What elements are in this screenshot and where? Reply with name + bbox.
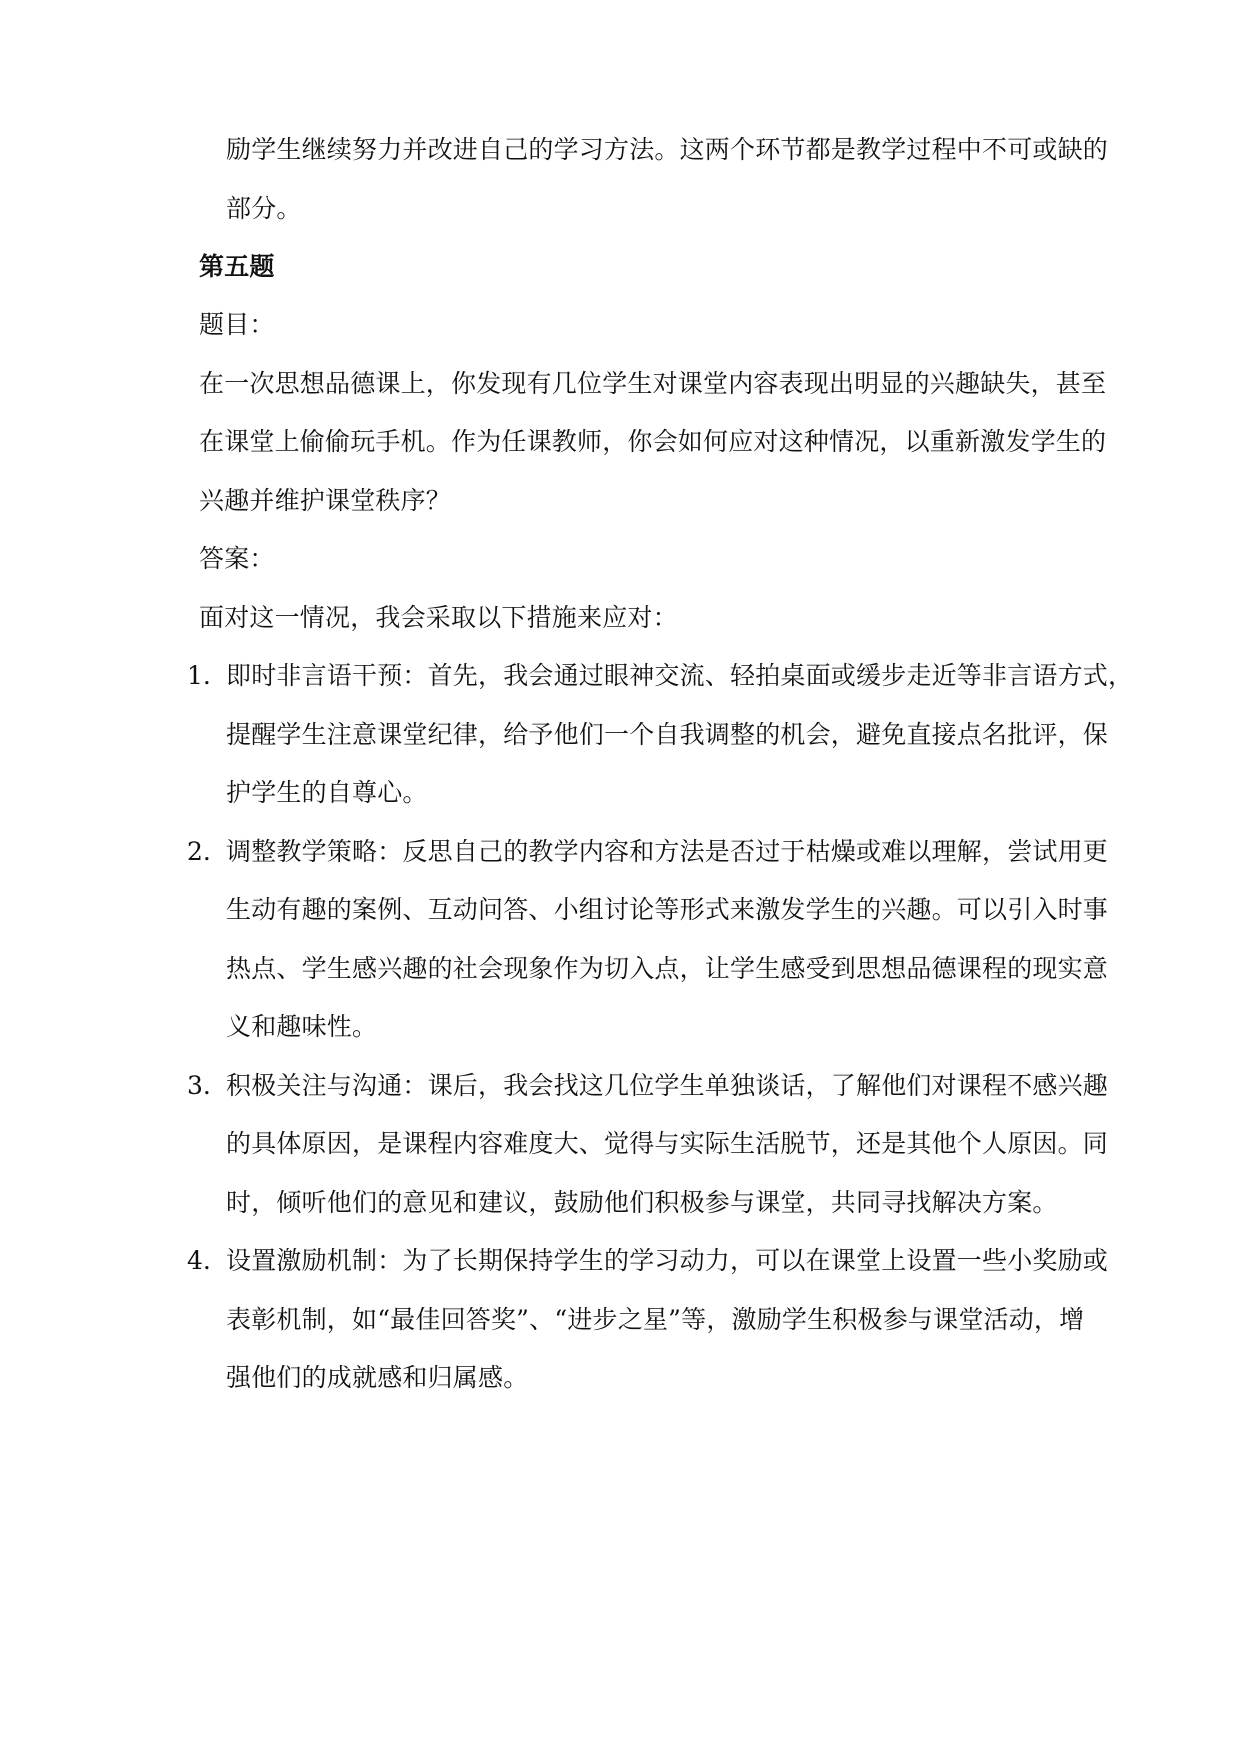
list-item-line: 提醒学生注意课堂纪律，给予他们一个自我调整的机会，避免直接点名批评，保	[226, 720, 1109, 749]
list-item-line: 调整教学策略：反思自己的教学内容和方法是否过于枯燥或难以理解，尝试用更	[226, 837, 1109, 866]
list-item-line: 时，倾听他们的意见和建议，鼓励他们积极参与课堂，共同寻找解决方案。	[226, 1188, 1058, 1217]
list-item-line: 义和趣味性。	[226, 1012, 378, 1041]
list-item-number: 3.	[187, 1071, 211, 1100]
list-item-line: 即时非言语干预：首先，我会通过眼神交流、轻拍桌面或缓步走近等非言语方式，	[226, 661, 1134, 690]
list-item-line: 强他们的成就感和归属感。	[226, 1363, 529, 1392]
answer-label: 答案：	[199, 544, 275, 573]
answer-intro: 面对这一情况，我会采取以下措施来应对：	[199, 603, 678, 632]
question-line-1: 在一次思想品德课上，你发现有几位学生对课堂内容表现出明显的兴趣缺失，甚至	[199, 369, 1107, 398]
question-label: 题目：	[199, 310, 275, 339]
list-item-number: 4.	[187, 1246, 211, 1275]
section-title: 第五题	[199, 252, 275, 281]
question-line-3: 兴趣并维护课堂秩序？	[199, 486, 452, 515]
list-item-line: 生动有趣的案例、互动问答、小组讨论等形式来激发学生的兴趣。可以引入时事	[226, 895, 1109, 924]
continuation-line-2: 部分。	[226, 194, 302, 223]
list-item-line: 护学生的自尊心。	[226, 778, 428, 807]
list-item-line: 热点、学生感兴趣的社会现象作为切入点，让学生感受到思想品德课程的现实意	[226, 954, 1109, 983]
continuation-line-1: 励学生继续努力并改进自己的学习方法。这两个环节都是教学过程中不可或缺的	[226, 135, 1109, 164]
list-item-line: 表彰机制，如“最佳回答奖”、“进步之星”等，激励学生积极参与课堂活动，增	[226, 1305, 1085, 1334]
list-item-line: 的具体原因，是课程内容难度大、觉得与实际生活脱节，还是其他个人原因。同	[226, 1129, 1109, 1158]
list-item-number: 2.	[187, 837, 211, 866]
list-item-line: 积极关注与沟通：课后，我会找这几位学生单独谈话，了解他们对课程不感兴趣	[226, 1071, 1109, 1100]
question-line-2: 在课堂上偷偷玩手机。作为任课教师，你会如何应对这种情况，以重新激发学生的	[199, 427, 1107, 456]
list-item-line: 设置激励机制：为了长期保持学生的学习动力，可以在课堂上设置一些小奖励或	[226, 1246, 1109, 1275]
list-item-number: 1.	[187, 661, 211, 690]
